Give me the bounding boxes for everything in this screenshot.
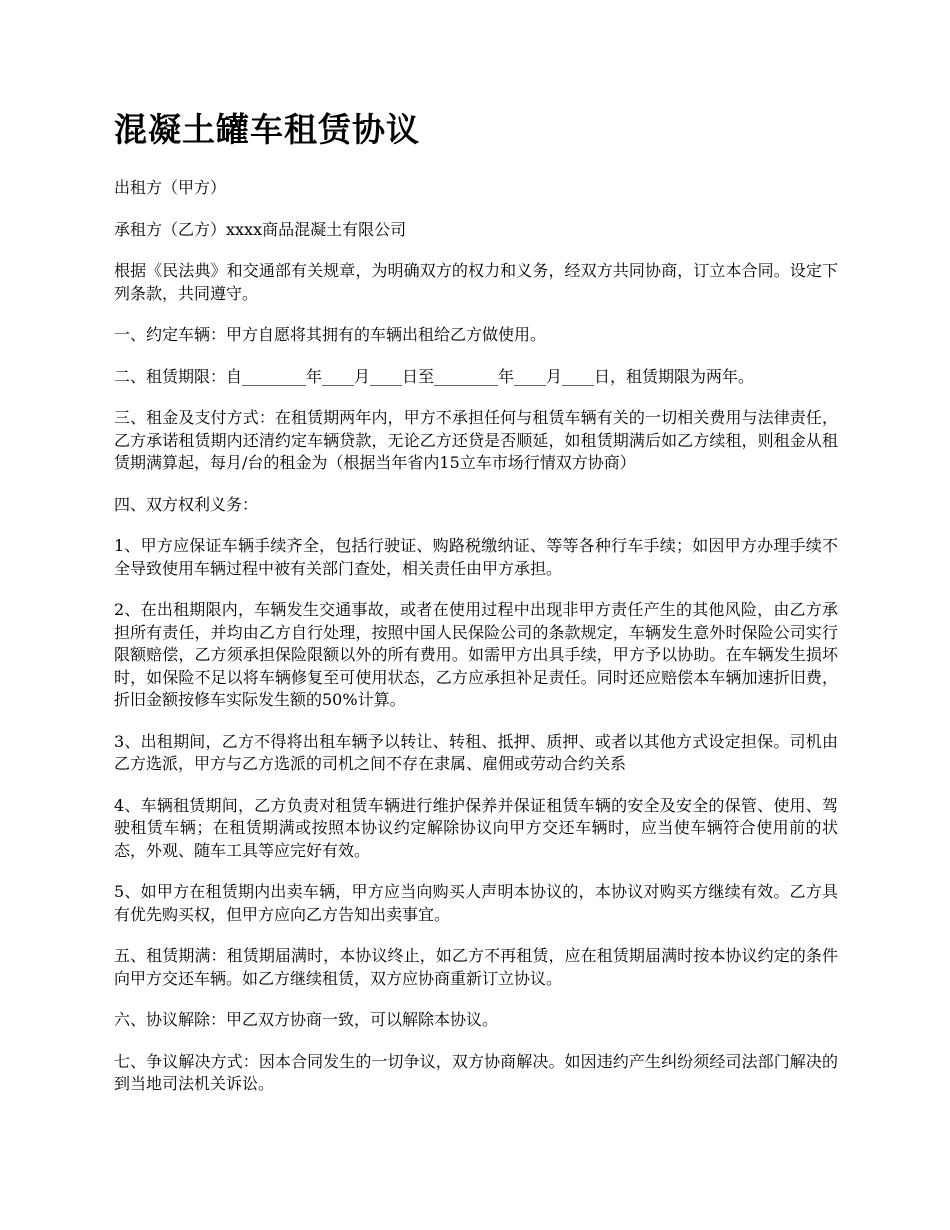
paragraph-clause-4-heading: 四、双方权利义务：	[114, 494, 259, 514]
paragraph-clause-2-term: 二、租赁期限：自________年____月____日至________年____月____日，租赁期限为两年。	[114, 366, 755, 386]
paragraph-clause-4-item-3: 3、出租期间，乙方不得将出租车辆予以转让、转租、抵押、质押、或者以其他方式设定担保。司机由乙方选派，甲方与乙方选派的司机之间不存在隶属、雇佣或劳动合约关系	[114, 731, 838, 773]
paragraph-clause-6-termination: 六、协议解除：甲乙双方协商一致，可以解除本协议。	[114, 1010, 499, 1029]
paragraph-clause-3-rent: 三、租金及支付方式：在租赁期两年内，甲方不承担任何与租赁车辆有关的一切相关费用与法律责任，乙方承诺租赁期内还清约定车辆贷款，无论乙方还贷是否顺延，如租赁期满后如乙方续租，则租金从租赁期满算起，每月/台的租金为（根据当年省内15立车市场行情双方协商）	[114, 408, 838, 472]
paragraph-clause-7-disputes: 七、争议解决方式：因本合同发生的一切争议，双方协商解决。如因违约产生纠纷须经司法部门解决的到当地司法机关诉讼。	[114, 1051, 838, 1093]
paragraph-lessee: 承租方（乙方）xxxx商品混凝土有限公司	[114, 219, 407, 239]
document-title: 混凝土罐车租赁协议	[114, 110, 420, 149]
paragraph-lessor: 出租方（甲方）	[114, 178, 227, 197]
paragraph-clause-1-vehicle: 一、约定车辆：甲方自愿将其拥有的车辆出租给乙方做使用。	[114, 325, 547, 344]
paragraph-clause-5-expiry: 五、租赁期满：租赁期届满时，本协议终止，如乙方不再租赁，应在租赁期届满时按本协议约定的条件向甲方交还车辆。如乙方继续租赁，双方应协商重新订立协议。	[114, 946, 838, 988]
paragraph-clause-4-item-2: 2、在出租期限内，车辆发生交通事故，或者在使用过程中出现非甲方责任产生的其他风险，由乙方承担所有责任，并均由乙方自行处理，按照中国人民保险公司的条款规定，车辆发生意外时保险公司实行限额赔偿，乙方须承担保险限额以外的所有费用。如需甲方出具手续，甲方予以协助。在车辆发生损坏时，如保险不足以将车辆修复至可使用状态，乙方应承担补足责任。同时还应赔偿本车辆加速折旧费，折旧金额按修车实际发生额的50%计算。	[114, 600, 838, 709]
paragraph-clause-4-item-4: 4、车辆租赁期间，乙方负责对租赁车辆进行维护保养并保证租赁车辆的安全及安全的保管、使用、驾驶租赁车辆；在租赁期满或按照本协议约定解除协议向甲方交还车辆时，应当使车辆符合使用前的状态，外观、随车工具等应完好有效。	[114, 795, 838, 860]
paragraph-clause-4-item-5: 5、如甲方在租赁期内出卖车辆，甲方应当向购买人声明本协议的，本协议对购买方继续有效。乙方具有优先购买权，但甲方应向乙方告知出卖事宜。	[114, 882, 838, 924]
paragraph-clause-4-item-1: 1、甲方应保证车辆手续齐全，包括行驶证、购路税缴纳证、等等各种行车手续；如因甲方办理手续不全导致使用车辆过程中被有关部门查处，相关责任由甲方承担。	[114, 536, 838, 578]
paragraph-preamble: 根据《民法典》和交通部有关规章，为明确双方的权力和义务，经双方共同协商，订立本合同。设定下列条款，共同遵守。	[114, 261, 838, 303]
